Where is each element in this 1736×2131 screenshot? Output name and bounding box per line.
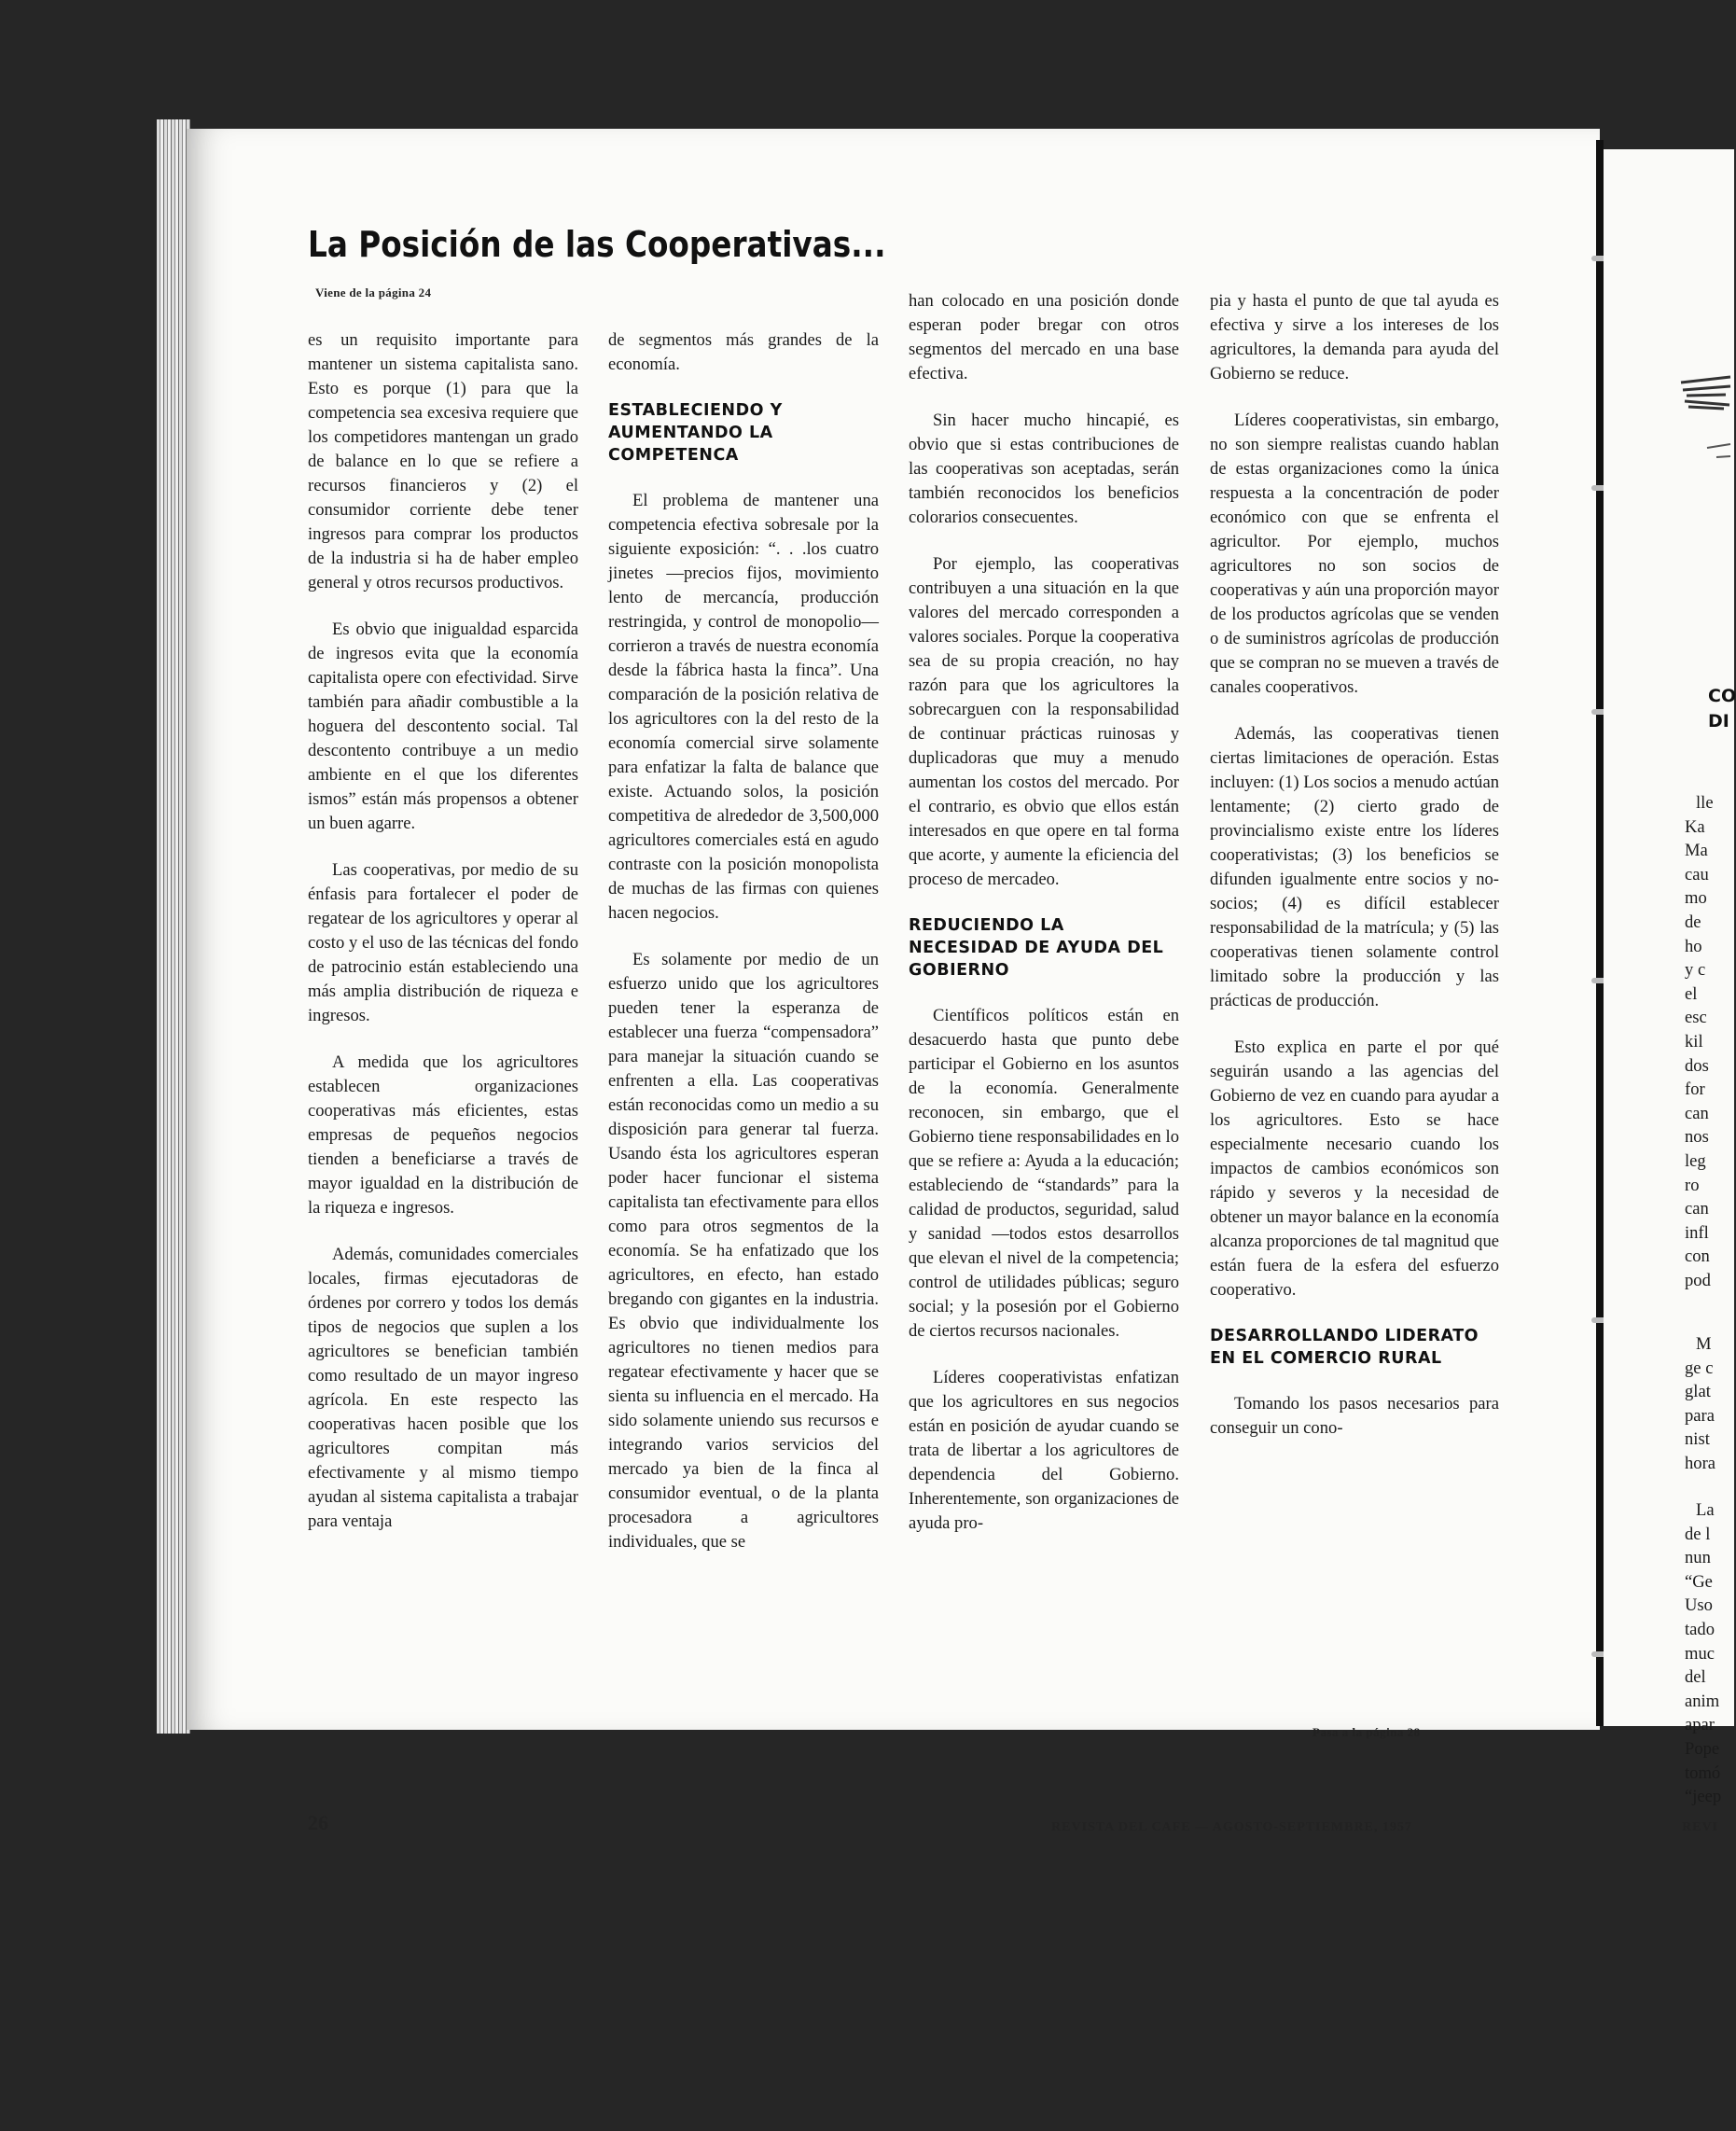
right-page-line-fragment: del	[1685, 1667, 1706, 1688]
paragraph: Líderes cooperativistas, sin embargo, no son siempre realistas cuando hablan de estas organizaciones como la única respuesta a la concentración de poder económico con que se enfrenta el agricultor. Por ejemplo, muchos agricultores no son socios de cooperativas y aún una proporción mayor de los productos agrícolas que se venden o de suministros agrícolas de producción que se compran no se mueven a través de canales cooperativos.	[1210, 411, 1499, 697]
right-page-line-fragment: tado	[1685, 1620, 1715, 1639]
right-page-line-fragment: Ka	[1685, 816, 1705, 837]
paragraph: A medida que los agricultores establecen organizaciones cooperativas más eficientes, estas empresas de pequeños negocios tienden a beneficiarse a través de mayor igualdad en la distribución de la riqueza e ingresos.	[308, 1052, 578, 1218]
binding-gutter	[1596, 140, 1604, 1726]
paragraph: Además, las cooperativas tienen ciertas limitaciones de operación. Estas incluyen: (1) Los socios a menudo actúan lentamente; (2) cierto grado de provincialismo existe entre los líderes cooperativistas; (3) los beneficios se difunden igualmente entre socios y no-socios; (4) es difícil establecer responsabilidad de la matrícula; y (5) las cooperativas tienen solamente control limitado sobre la producción y las prácticas de producción.	[1210, 724, 1499, 1010]
right-page-line-fragment: el	[1685, 983, 1698, 1004]
right-page-line-fragment: para	[1685, 1405, 1715, 1426]
right-page-line-fragment: nun	[1685, 1548, 1711, 1568]
page-number: 26	[308, 1811, 328, 1834]
right-page-line-fragment: M	[1696, 1334, 1712, 1354]
right-page-line-fragment: Ma	[1685, 841, 1708, 861]
right-page-line-fragment: dos	[1685, 1055, 1709, 1076]
right-page-line-fragment: tomó	[1685, 1762, 1721, 1783]
right-page-line-fragment: con	[1685, 1247, 1710, 1267]
page-edges	[157, 119, 190, 1734]
article-column-3	[909, 289, 1179, 1558]
right-page-heading-line-1: CO	[1708, 686, 1736, 706]
right-page-line-fragment: y c	[1685, 960, 1706, 981]
paragraph: Es obvio que inigualdad esparcida de ingresos evita que la economía capitalista opere con efectividad. Sirve también para añadir combustible a la hoguera del descontento social. Tal descontento contribuye a un medio ambiente en el que los diferentes ismos” están más propensos a obtener un buen agarre.	[308, 620, 578, 833]
right-page-line-fragment: can	[1685, 1103, 1709, 1123]
right-page-line-fragment: ho	[1685, 936, 1702, 956]
paragraph: han colocado en una posición donde esperan poder bregar con otros segmentos del mercado en una base efectiva.	[909, 291, 1179, 383]
right-page-line-fragment: pod	[1685, 1271, 1711, 1290]
section-heading: DESARROLLANDO LIDERATO EN EL COMERCIO RURAL	[1210, 1327, 1479, 1368]
paragraph: Es solamente por medio de un esfuerzo unido que los agricultores pueden tener la esperanza de establecer una fuerza “compensadora” para manejar la situación cuando se enfrenten a ella. Las cooperativas están reconocidas como un medio a su disposición para generar tal fuerza. Usando ésta los agricultores esperan poder hacer funcionar el sistema capitalista tan efectivamente para ellos como para otros segmentos de la economía. Se ha enfatizado que los agricultores, en efecto, han estado bregando con gigantes en la industria. Es obvio que individualmente los agricultores no tienen medios para regatear efectivamente y hacer que se sienta su influencia en el mercado. Ha sido solamente uniendo sus recursos e integrando varios servicios del mercado ya bien de la finca al consumidor eventual, o de la planta procesadora a agricultores individuales, que se	[608, 950, 879, 1552]
section-heading: ESTABLECIENDO Y AUMENTANDO LA COMPETENCA	[608, 401, 783, 465]
right-page-line-fragment: nos	[1685, 1127, 1709, 1148]
section-heading: REDUCIENDO LA NECESIDAD DE AYUDA DEL GOBIERNO	[909, 916, 1164, 980]
right-page-line-fragment: kil	[1685, 1032, 1703, 1052]
article-headline: La Posición de las Cooperativas...	[308, 224, 886, 265]
right-page-line-fragment: de	[1685, 912, 1701, 932]
right-page-line-fragment: esc	[1685, 1008, 1707, 1028]
paragraph: Tomando los pasos necesarios para conseguir un cono-	[1210, 1394, 1499, 1438]
article-column-4	[1210, 289, 1499, 1463]
paragraph: Además, comunidades comerciales locales, firmas ejecutadoras de órdenes por correro y todos los demás tipos de negocios que suplen a los agricultores se benefician también como resultado de un mayor ingreso agrícola. En este respecto las cooperativas hacen posible que los agricultores compitan más efectivamente y al mismo tiempo ayudan al sistema capitalista a trabajar para ventaja	[308, 1245, 578, 1531]
right-page-line-fragment: nist	[1685, 1429, 1710, 1450]
right-page-line-fragment: Pope	[1685, 1739, 1720, 1759]
right-page-footer-fragment: REVI	[1682, 1820, 1719, 1834]
paragraph: Líderes cooperativistas enfatizan que los agricultores en sus negocios están en posición de ayudar cuando se trata de libertar a los agricultores de dependencia del Gobierno. Inherentemente, son organizaciones de ayuda pro-	[909, 1368, 1179, 1533]
running-footer: REVISTA DEL CAFE — AGOSTO-SEPTIEMBRE, 1957	[1051, 1820, 1412, 1834]
right-page-line-fragment: can	[1685, 1199, 1709, 1219]
paragraph: Esto explica en parte el por qué seguirán usando a las agencias del Gobierno de vez en cuando para ayudar a los agricultores. Esto se hace especialmente necesario cuando los impactos de cambios económicos son rápido y severos y la necesidad de obtener un mayor balance en la economía alcanza proporciones de tal magnitud que están fuera de la esfera del esfuerzo cooperativo.	[1210, 1038, 1499, 1300]
article-column-1	[308, 328, 578, 1556]
right-page-line-fragment: for	[1685, 1079, 1705, 1100]
right-page-line-fragment: leg	[1685, 1151, 1706, 1171]
right-page-line-fragment: mo	[1685, 888, 1707, 909]
right-page-line-fragment: Uso	[1685, 1595, 1713, 1616]
right-page-line-fragment: hora	[1685, 1454, 1716, 1473]
right-page-line-fragment: muc	[1685, 1643, 1715, 1664]
right-page-line-fragment: apar	[1685, 1715, 1715, 1735]
right-page-illustration-fragment	[1679, 364, 1730, 476]
right-page-line-fragment: de l	[1685, 1524, 1711, 1544]
paragraph: Científicos políticos están en desacuerdo hasta que punto debe participar el Gobierno en los asuntos de la economía. Generalmente reconocen, sin embargo, que el Gobierno tiene responsabilidades en lo que se refiere a: Ayuda a la educación; estableciendo de “standards” para la calidad de productos, seguridad, salud y sanidad —todos estos desarrollos que elevan el nivel de la competencia; control de utilidades públicas; seguro social; y la posesión por el Gobierno de ciertos recursos nacionales.	[909, 1006, 1179, 1341]
right-page-line-fragment: “jeep	[1685, 1787, 1722, 1807]
paragraph: El problema de mantener una competencia efectiva sobresale por la siguiente exposición: “. . .los cuatro jinetes —precios fijos, movimiento lento de mercancía, producción restringida, y control de monopolio— corrieron a través de nuestra economía desde la fábrica hasta la finca”. Una comparación de la posición relativa de los agricultores con la del resto de la economía comercial sirve solamente para enfatizar la falta de balance que existe. Actuando solos, la posición competitiva de alrededor de 3,500,000 agricultores comerciales está en agudo contraste con la posición monopolista de muchas de las firmas con quienes hacen negocios.	[608, 491, 879, 923]
right-page-line-fragment: glat	[1685, 1382, 1711, 1402]
article-column-2	[608, 328, 879, 1577]
right-page-line-fragment: anim	[1685, 1691, 1720, 1711]
continued-to-note: Pasa a la página 28	[1312, 1725, 1421, 1739]
right-page-line-fragment: infl	[1685, 1222, 1709, 1243]
paragraph: Las cooperativas, por medio de su énfasis para fortalecer el poder de regatear de los agricultores y operar al costo y el uso de las técnicas del fondo de patrocinio están estableciendo una más amplia distribución de riqueza e ingresos.	[308, 860, 578, 1025]
right-page-line-fragment: lle	[1696, 793, 1714, 813]
paragraph: pia y hasta el punto de que tal ayuda es efectiva y sirve a los intereses de los agricultores, la demanda para ayuda del Gobierno se reduce.	[1210, 291, 1499, 383]
right-page-line-fragment: “Ge	[1685, 1571, 1713, 1592]
paragraph: de segmentos más grandes de la economía.	[608, 330, 879, 374]
right-page-heading-line-2: DI	[1708, 711, 1729, 731]
right-page-line-fragment: ro	[1685, 1175, 1700, 1195]
right-page-line-fragment: cau	[1685, 864, 1709, 884]
continued-from-note: Viene de la página 24	[315, 286, 432, 299]
paragraph: Sin hacer mucho hincapié, es obvio que si estas contribuciones de las cooperativas son aceptadas, serán también reconocidos los beneficios colorarios consecuentes.	[909, 411, 1179, 527]
paragraph: es un requisito importante para mantener un sistema capitalista sano. Esto es porque (1) para que la competencia sea excesiva requiere que los competidores mantengan un grado de balance en lo que se refiere a recursos financieros y (2) el consumidor corriente debe tener ingresos para comprar los productos de la industria si ha de haber empleo general y otros recursos productivos.	[308, 330, 578, 592]
paragraph: Por ejemplo, las cooperativas contribuyen a una situación en la que valores del mercado corresponden a valores sociales. Porque la cooperativa sea de su propia creación, no hay razón para que los agricultores la sobrecarguen con la responsabilidad de continuar prácticas ruinosas y duplicadoras que muy a menudo aumentan los costos del mercado. Por el contrario, es obvio que ellos están interesados en que opere en tal forma que acorte, y aumente la eficiencia del proceso de mercadeo.	[909, 554, 1179, 889]
right-page-line-fragment: La	[1696, 1500, 1715, 1520]
right-page-line-fragment: ge c	[1685, 1358, 1714, 1378]
